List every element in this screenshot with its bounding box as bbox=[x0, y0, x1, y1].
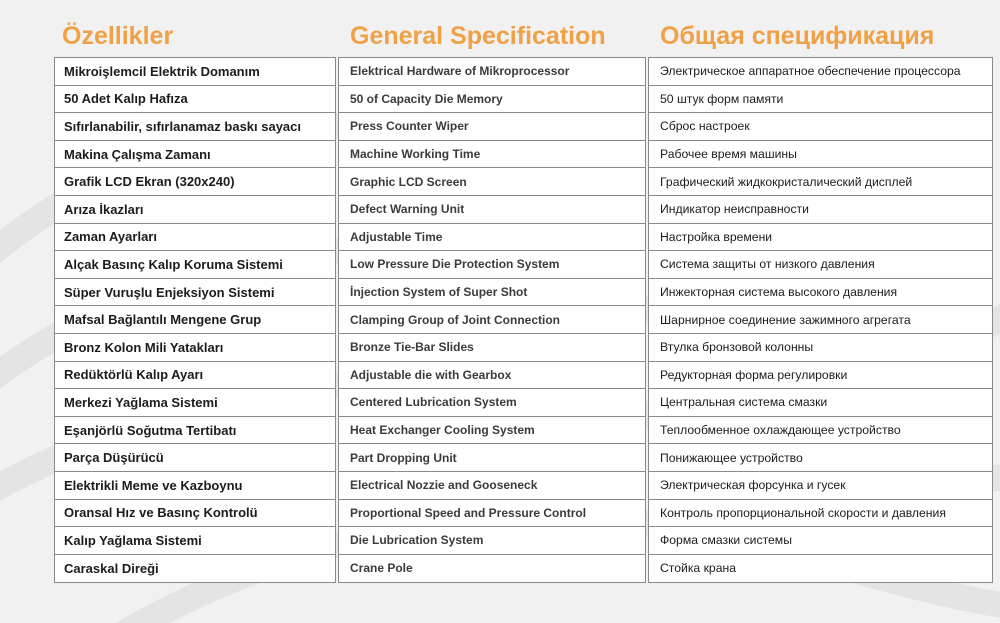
spec-cell-en: Elektrical Hardware of Mikroprocessor bbox=[339, 58, 645, 86]
spec-cell-ru: 50 штук форм памяти bbox=[649, 86, 992, 114]
spec-cell-tr: Süper Vuruşlu Enjeksiyon Sistemi bbox=[55, 279, 335, 307]
spec-cell-tr: Bronz Kolon Mili Yatakları bbox=[55, 334, 335, 362]
spec-cell-tr: Redüktörlü Kalıp Ayarı bbox=[55, 362, 335, 390]
english-column bbox=[338, 57, 646, 583]
spec-cell-en: Machine Working Time bbox=[339, 141, 645, 169]
spec-cell-tr: Parça Düşürücü bbox=[55, 444, 335, 472]
spec-cell-ru: Втулка бронзовой колонны bbox=[649, 334, 992, 362]
spec-cell-ru: Стойка крана bbox=[660, 561, 736, 576]
spec-cell-ru: Рабочее время машины bbox=[649, 141, 992, 169]
spec-cell-en: Graphic LCD Screen bbox=[339, 168, 645, 196]
spec-cell-ru: Электрическая форсунка и гусек bbox=[649, 472, 992, 500]
spec-cell-en: Crane Pole bbox=[350, 561, 413, 576]
spec-cell-ru: Система защиты от низкого давления bbox=[649, 251, 992, 279]
spec-cell-en: Press Counter Wiper bbox=[339, 113, 645, 141]
spec-cell-tr: Zaman Ayarları bbox=[55, 224, 335, 252]
spec-cell-tr: Caraskal Direği bbox=[64, 560, 159, 576]
spec-cell-en: İnjection System of Super Shot bbox=[339, 279, 645, 307]
spec-cell-tr: 50 Adet Kalıp Hafıza bbox=[55, 86, 335, 114]
spec-cell-ru: Центральная система смазки bbox=[649, 389, 992, 417]
spec-cell-tr: Eşanjörlü Soğutma Tertibatı bbox=[55, 417, 335, 445]
spec-cell-tr: Kalıp Yağlama Sistemi bbox=[55, 527, 335, 555]
spec-cell-ru: Форма смазки системы bbox=[649, 527, 992, 555]
spec-cell-tr: Elektrikli Meme ve Kazboynu bbox=[55, 472, 335, 500]
spec-cell-ru: Редукторная форма регулировки bbox=[649, 362, 992, 390]
spec-cell-ru: Контроль пропорциональной скорости и давления bbox=[649, 500, 992, 528]
spec-cell-ru: Шарнирное соединение зажимного агрегата bbox=[649, 306, 992, 334]
spec-cell-tr: Mafsal Bağlantılı Mengene Grup bbox=[55, 306, 335, 334]
spec-cell-tr: Sıfırlanabilir, sıfırlanamaz baskı sayacı bbox=[55, 113, 335, 141]
spec-cell-en: Part Dropping Unit bbox=[339, 444, 645, 472]
spec-cell-en: Low Pressure Die Protection System bbox=[339, 251, 645, 279]
spec-cell-ru: Индикатор неисправности bbox=[649, 196, 992, 224]
spec-cell-tr: Arıza İkazları bbox=[55, 196, 335, 224]
spec-cell-ru: Инжекторная система высокого давления bbox=[649, 279, 992, 307]
spec-cell-ru: Понижающее устройство bbox=[649, 444, 992, 472]
turkish-column bbox=[54, 57, 336, 583]
header-turkish: Özellikler bbox=[62, 22, 174, 50]
spec-cell-en: Adjustable die with Gearbox bbox=[339, 362, 645, 390]
spec-cell-en: Centered Lubrication System bbox=[339, 389, 645, 417]
header-english: General Specification bbox=[350, 22, 606, 50]
spec-cell-ru: Настройка времени bbox=[649, 224, 992, 252]
spec-cell-en: Electrical Nozzie and Gooseneck bbox=[339, 472, 645, 500]
spec-cell-en: 50 of Capacity Die Memory bbox=[339, 86, 645, 114]
spec-cell-tr: Grafik LCD Ekran (320x240) bbox=[55, 168, 335, 196]
spec-cell-en: Adjustable Time bbox=[339, 224, 645, 252]
spec-cell-en: Bronze Tie-Bar Slides bbox=[339, 334, 645, 362]
spec-cell-en: Defect Warning Unit bbox=[339, 196, 645, 224]
header-russian: Общая спецификация bbox=[660, 22, 935, 50]
spec-cell-tr: Oransal Hız ve Basınç Kontrolü bbox=[55, 500, 335, 528]
spec-cell-ru: Электрическое аппаратное обеспечение процессора bbox=[649, 58, 992, 86]
column-headers bbox=[0, 0, 1000, 58]
spec-cell-en: Clamping Group of Joint Connection bbox=[339, 306, 645, 334]
spec-cell-tr: Mikroişlemcil Elektrik Domanım bbox=[55, 58, 335, 86]
spec-cell-ru: Теплообменное охлаждающее устройство bbox=[649, 417, 992, 445]
spec-cell-en: Heat Exchanger Cooling System bbox=[339, 417, 645, 445]
russian-column bbox=[648, 57, 993, 583]
spec-cell-tr: Merkezi Yağlama Sistemi bbox=[55, 389, 335, 417]
spec-cell-ru: Сброс настроек bbox=[649, 113, 992, 141]
spec-cell-tr: Makina Çalışma Zamanı bbox=[55, 141, 335, 169]
spec-cell-ru: Графический жидкокристалический дисплей bbox=[649, 168, 992, 196]
spec-cell-en: Proportional Speed and Pressure Control bbox=[339, 500, 645, 528]
spec-cell-en: Die Lubrication System bbox=[339, 527, 645, 555]
spec-cell-tr: Alçak Basınç Kalıp Koruma Sistemi bbox=[55, 251, 335, 279]
